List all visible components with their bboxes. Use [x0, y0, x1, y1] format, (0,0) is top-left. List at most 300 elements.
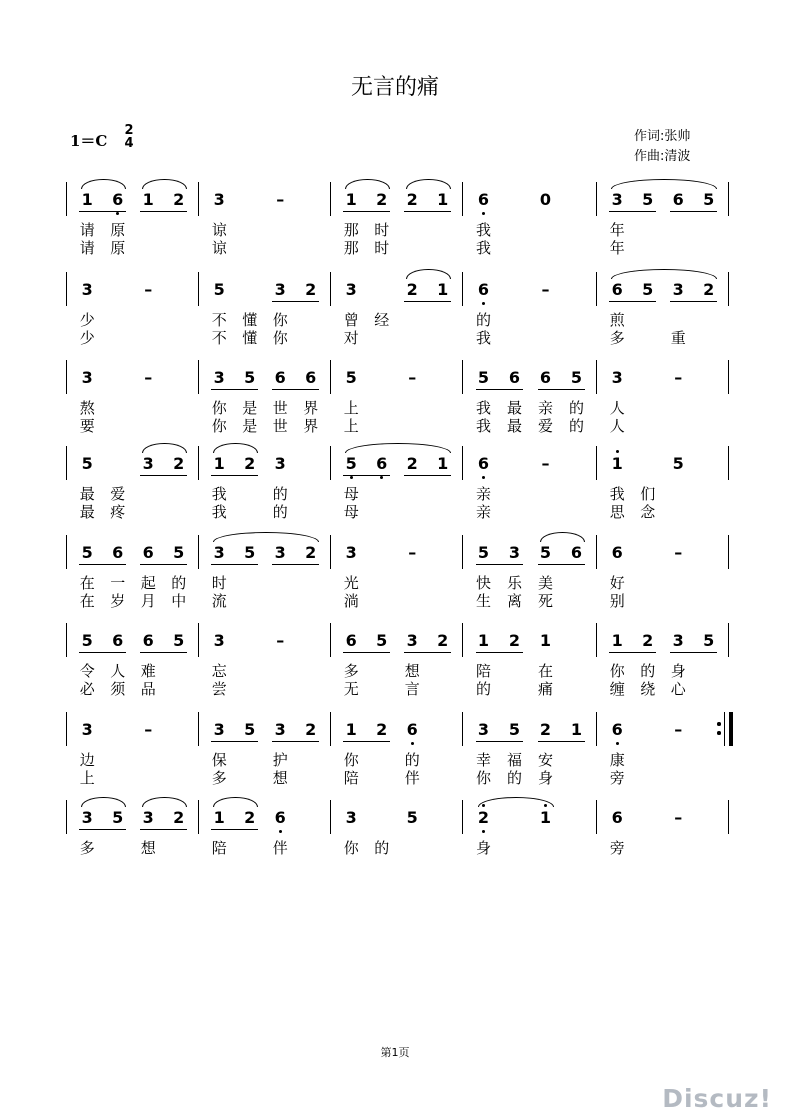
barline	[462, 446, 463, 480]
note-5: 5	[570, 368, 583, 387]
lyric-verse2: 身	[537, 769, 553, 787]
lyric-verse2: 我	[475, 329, 491, 347]
lyric-verse1: 的	[404, 751, 420, 769]
note-1: 1	[142, 190, 154, 209]
eighth-underline	[211, 741, 258, 742]
note-3: 3	[213, 543, 225, 562]
note-6: 6	[611, 280, 623, 299]
lyric-verse1: 我	[211, 485, 227, 503]
barline	[198, 360, 199, 394]
lyric-verse1: 经	[374, 311, 390, 329]
lyric-verse2: 你	[211, 417, 227, 435]
note-3: 3	[81, 720, 93, 739]
dash-extension: –	[276, 631, 285, 650]
note-6: 6	[406, 720, 418, 739]
barline	[596, 535, 597, 569]
lyric-verse2: 你	[475, 769, 491, 787]
eighth-underline	[670, 301, 717, 302]
dash-extension: –	[541, 280, 550, 299]
note-3: 3	[81, 368, 93, 387]
lyric-verse2: 上	[343, 417, 359, 435]
eighth-underline	[538, 564, 585, 565]
note-5: 5	[477, 368, 490, 387]
note-3: 3	[142, 808, 154, 827]
barline	[596, 272, 597, 306]
barline	[462, 360, 463, 394]
octave-dot-below	[482, 830, 485, 833]
slur	[406, 269, 451, 279]
barline	[596, 360, 597, 394]
note-3: 3	[611, 368, 623, 387]
lyric-verse1: 令	[79, 662, 95, 680]
lyric-verse2: 中	[171, 592, 187, 610]
lyric-verse2: 的	[272, 503, 288, 521]
lyric-verse1: 的	[272, 485, 288, 503]
lyric-verse2: 最	[79, 503, 95, 521]
barline	[330, 535, 331, 569]
eighth-underline	[670, 652, 717, 653]
note-2: 2	[642, 631, 654, 650]
note-3: 3	[406, 631, 418, 650]
lyric-verse1: 护	[272, 751, 288, 769]
note-5: 5	[244, 720, 256, 739]
lyric-verse2: 流	[211, 592, 227, 610]
note-6: 6	[477, 454, 490, 473]
note-5: 5	[642, 190, 654, 209]
note-6: 6	[345, 631, 357, 650]
dash-extension: –	[408, 543, 417, 562]
note-5: 5	[173, 631, 185, 650]
note-5: 5	[703, 631, 715, 650]
note-1: 1	[213, 808, 225, 827]
note-2: 2	[305, 543, 317, 562]
lyric-verse2: 言	[404, 680, 420, 698]
barline	[66, 535, 67, 569]
barline	[330, 712, 331, 746]
page-number: 第1页	[380, 1046, 410, 1059]
dash-extension: –	[541, 454, 550, 473]
note-6: 6	[611, 720, 623, 739]
barline	[728, 446, 729, 480]
barline	[330, 800, 331, 834]
note-1: 1	[437, 190, 449, 209]
lyric-verse1: 想	[404, 662, 420, 680]
note-5: 5	[244, 368, 256, 387]
lyric-verse1: 幸	[475, 751, 491, 769]
slur	[406, 179, 451, 189]
lyric-verse2: 念	[640, 503, 656, 521]
lyric-verse1: 的	[374, 839, 390, 857]
lyric-verse2: 不	[211, 329, 227, 347]
lyric-verse2: 我	[211, 503, 227, 521]
lyric-verse1: 人	[110, 662, 126, 680]
note-6: 6	[477, 280, 490, 299]
lyric-verse2: 离	[506, 592, 522, 610]
repeat-dot	[717, 731, 721, 735]
note-5: 5	[345, 368, 357, 387]
dash-extension: –	[144, 720, 153, 739]
note-5: 5	[539, 543, 552, 562]
note-3: 3	[477, 720, 490, 739]
slur	[345, 443, 451, 453]
barline	[462, 623, 463, 657]
note-5: 5	[703, 190, 715, 209]
lyric-verse1: 在	[79, 574, 95, 592]
slur	[611, 269, 717, 279]
lyric-verse1: 母	[343, 485, 359, 503]
note-6: 6	[112, 190, 124, 209]
note-1: 1	[437, 280, 449, 299]
barline	[728, 800, 729, 834]
barline	[596, 182, 597, 216]
lyric-verse2: 原	[110, 239, 126, 257]
lyric-verse2: 死	[537, 592, 553, 610]
slur	[81, 179, 126, 189]
barline	[66, 623, 67, 657]
lyric-verse2: 疼	[110, 503, 126, 521]
eighth-underline	[140, 211, 187, 212]
time-signature: 2 4	[124, 123, 134, 151]
lyric-verse1: 爱	[110, 485, 126, 503]
note-2: 2	[539, 720, 552, 739]
song-title: 无言的痛	[350, 75, 439, 100]
lyric-verse1: 不	[211, 311, 227, 329]
lyric-verse2: 重	[670, 329, 686, 347]
note-6: 6	[508, 368, 521, 387]
eighth-underline	[609, 301, 656, 302]
note-3: 3	[345, 808, 357, 827]
lyric-verse1: 我	[475, 221, 491, 239]
note-1: 1	[539, 808, 552, 827]
lyric-verse2: 痛	[537, 680, 553, 698]
eighth-underline	[140, 829, 187, 830]
lyric-verse1: 少	[79, 311, 95, 329]
barline	[330, 272, 331, 306]
barline	[728, 272, 729, 306]
barline	[728, 360, 729, 394]
note-6: 6	[570, 543, 583, 562]
lyric-verse1: 多	[79, 839, 95, 857]
barline	[596, 800, 597, 834]
credits	[634, 127, 690, 167]
note-5: 5	[672, 454, 684, 473]
octave-dot-below	[616, 742, 619, 745]
eighth-underline	[272, 301, 319, 302]
barline	[330, 623, 331, 657]
note-3: 3	[345, 543, 357, 562]
note-3: 3	[274, 280, 286, 299]
barline	[462, 800, 463, 834]
lyric-verse1: 伴	[272, 839, 288, 857]
eighth-underline	[538, 741, 585, 742]
lyric-verse1: 想	[140, 839, 156, 857]
lyric-verse1: 原	[110, 221, 126, 239]
octave-dot-above	[616, 450, 619, 453]
octave-dot-below	[411, 742, 414, 745]
note-2: 2	[173, 454, 185, 473]
lyric-verse1: 旁	[609, 839, 625, 857]
lyric-verse1: 美	[537, 574, 553, 592]
note-1: 1	[570, 720, 583, 739]
eighth-underline	[343, 211, 390, 212]
lyric-verse2: 上	[79, 769, 95, 787]
lyric-verse1: 起	[140, 574, 156, 592]
lyric-verse2: 你	[272, 329, 288, 347]
lyric-verse2: 心	[670, 680, 686, 698]
note-3: 3	[274, 543, 286, 562]
note-3: 3	[213, 368, 225, 387]
note-3: 3	[213, 190, 225, 209]
lyric-verse1: 们	[640, 485, 656, 503]
slur	[142, 797, 187, 807]
eighth-underline	[211, 475, 258, 476]
slur	[213, 443, 258, 453]
note-6: 6	[672, 190, 684, 209]
note-1: 1	[81, 190, 93, 209]
eighth-underline	[343, 475, 390, 476]
lyric-verse2: 年	[609, 239, 625, 257]
lyric-verse1: 是	[242, 399, 258, 417]
note-3: 3	[508, 543, 521, 562]
lyric-verse2: 人	[609, 417, 625, 435]
lyric-verse2: 我	[475, 239, 491, 257]
lyric-verse1: 时	[211, 574, 227, 592]
note-5: 5	[345, 454, 357, 473]
barline	[596, 712, 597, 746]
lyric-verse1: 人	[609, 399, 625, 417]
lyric-verse2: 多	[609, 329, 625, 347]
lyric-verse1: 懂	[242, 311, 258, 329]
eighth-underline	[609, 652, 656, 653]
barline	[66, 446, 67, 480]
key-signature: 1＝C	[70, 132, 108, 150]
note-1: 1	[213, 454, 225, 473]
octave-dot-below	[350, 476, 353, 479]
note-6: 6	[477, 190, 490, 209]
barline	[596, 446, 597, 480]
slur	[142, 443, 187, 453]
note-3: 3	[672, 631, 684, 650]
lyric-verse1: 你	[211, 399, 227, 417]
barline	[198, 623, 199, 657]
note-5: 5	[112, 808, 124, 827]
lyric-verse1: 最	[79, 485, 95, 503]
lyric-verse1: 身	[670, 662, 686, 680]
lyric-verse1: 谅	[211, 221, 227, 239]
note-3: 3	[142, 454, 154, 473]
note-1: 1	[611, 454, 623, 473]
eighth-underline	[79, 829, 126, 830]
lyric-verse1: 你	[343, 839, 359, 857]
eighth-underline	[272, 389, 319, 390]
slur	[478, 797, 554, 807]
lyric-verse1: 我	[609, 485, 625, 503]
note-3: 3	[274, 454, 286, 473]
note-2: 2	[173, 808, 185, 827]
note-5: 5	[173, 543, 185, 562]
barline	[66, 800, 67, 834]
lyric-verse1: 边	[79, 751, 95, 769]
lyric-verse2: 的	[568, 417, 584, 435]
dash-extension: –	[144, 368, 153, 387]
note-5: 5	[508, 720, 521, 739]
lyric-verse1: 快	[475, 574, 491, 592]
note-2: 2	[305, 280, 317, 299]
lyric-verse2: 伴	[404, 769, 420, 787]
lyric-verse2: 别	[609, 592, 625, 610]
lyric-verse1: 的	[640, 662, 656, 680]
note-5: 5	[81, 543, 93, 562]
eighth-underline	[211, 829, 258, 830]
note-5: 5	[213, 280, 225, 299]
lyric-verse2: 爱	[537, 417, 553, 435]
eighth-underline	[211, 389, 258, 390]
note-2: 2	[244, 808, 256, 827]
note-6: 6	[142, 543, 154, 562]
octave-dot-below	[482, 302, 485, 305]
lyric-verse1: 亲	[475, 485, 491, 503]
lyric-verse2: 要	[79, 417, 95, 435]
eighth-underline	[343, 652, 390, 653]
lyric-verse1: 年	[609, 221, 625, 239]
lyric-verse1: 乐	[506, 574, 522, 592]
lyric-verse1: 难	[140, 662, 156, 680]
lyric-verse1: 好	[609, 574, 625, 592]
lyric-verse2: 想	[272, 769, 288, 787]
note-1: 1	[437, 454, 449, 473]
barline	[66, 182, 67, 216]
octave-dot-below	[482, 476, 485, 479]
note-5: 5	[642, 280, 654, 299]
lyric-verse1: 上	[343, 399, 359, 417]
lyric-verse1: 亲	[537, 399, 553, 417]
lyric-verse2: 亲	[475, 503, 491, 521]
lyric-verse1: 你	[343, 751, 359, 769]
note-3: 3	[274, 720, 286, 739]
repeat-barline-thick	[729, 712, 733, 746]
note-6: 6	[112, 631, 124, 650]
note-6: 6	[611, 808, 623, 827]
lyric-verse1: 身	[475, 839, 491, 857]
lyric-verse2: 世	[272, 417, 288, 435]
lyric-verse2: 界	[303, 417, 319, 435]
lyric-verse2: 岁	[110, 592, 126, 610]
barline	[728, 535, 729, 569]
lyric-verse2: 尝	[211, 680, 227, 698]
dash-extension: –	[408, 368, 417, 387]
dash-extension: –	[674, 543, 683, 562]
lyric-verse1: 忘	[211, 662, 227, 680]
slur	[142, 179, 187, 189]
lyric-verse1: 的	[171, 574, 187, 592]
lyric-verse1: 光	[343, 574, 359, 592]
lyric-verse1: 请	[79, 221, 95, 239]
eighth-underline	[404, 475, 451, 476]
eighth-underline	[538, 389, 585, 390]
lyric-verse2: 母	[343, 503, 359, 521]
repeat-dot	[717, 722, 721, 726]
lyric-verse1: 最	[506, 399, 522, 417]
octave-dot-below	[116, 212, 119, 215]
note-1: 1	[345, 190, 357, 209]
eighth-underline	[140, 475, 187, 476]
eighth-underline	[140, 652, 187, 653]
note-3: 3	[611, 190, 623, 209]
barline	[330, 360, 331, 394]
note-2: 2	[437, 631, 449, 650]
eighth-underline	[272, 564, 319, 565]
composer: 作曲:清波	[634, 149, 691, 164]
note-3: 3	[213, 631, 225, 650]
slur	[213, 532, 319, 542]
lyric-verse1: 陪	[475, 662, 491, 680]
lyric-verse1: 煎	[609, 311, 625, 329]
lyric-verse1: 时	[374, 221, 390, 239]
eighth-underline	[79, 564, 126, 565]
note-2: 2	[508, 631, 521, 650]
note-2: 2	[703, 280, 715, 299]
note-1: 1	[345, 720, 357, 739]
eighth-underline	[404, 211, 451, 212]
lyric-verse1: 你	[272, 311, 288, 329]
lyric-verse1: 一	[110, 574, 126, 592]
note-6: 6	[112, 543, 124, 562]
note-5: 5	[477, 543, 490, 562]
note-6: 6	[539, 368, 552, 387]
note-6: 6	[142, 631, 154, 650]
eighth-underline	[140, 564, 187, 565]
barline	[198, 535, 199, 569]
lyric-verse1: 熬	[79, 399, 95, 417]
barline	[728, 182, 729, 216]
lyric-verse2: 那	[343, 239, 359, 257]
octave-dot-below	[482, 212, 485, 215]
barline	[728, 623, 729, 657]
lyric-verse2: 必	[79, 680, 95, 698]
eighth-underline	[476, 652, 523, 653]
lyric-verse1: 安	[537, 751, 553, 769]
note-2: 2	[305, 720, 317, 739]
lyric-verse2: 月	[140, 592, 156, 610]
lyric-verse2: 懂	[242, 329, 258, 347]
barline	[330, 182, 331, 216]
barline	[330, 446, 331, 480]
lyric-verse2: 我	[475, 417, 491, 435]
lyric-verse1: 保	[211, 751, 227, 769]
barline	[462, 712, 463, 746]
note-6: 6	[305, 368, 317, 387]
lyric-verse2: 的	[475, 680, 491, 698]
lyric-verse1: 曾	[343, 311, 359, 329]
eighth-underline	[211, 564, 258, 565]
barline	[198, 800, 199, 834]
lyric-verse2: 最	[506, 417, 522, 435]
note-1: 1	[539, 631, 552, 650]
lyric-verse2: 请	[79, 239, 95, 257]
note-3: 3	[672, 280, 684, 299]
lyric-verse2: 缠	[609, 680, 625, 698]
note-2: 2	[376, 190, 388, 209]
lyric-verse1: 世	[272, 399, 288, 417]
lyric-verse1: 你	[609, 662, 625, 680]
eighth-underline	[476, 389, 523, 390]
barline	[66, 712, 67, 746]
dash-extension: –	[144, 280, 153, 299]
note-3: 3	[213, 720, 225, 739]
slur	[540, 532, 585, 542]
lyric-verse2: 思	[609, 503, 625, 521]
eighth-underline	[404, 301, 451, 302]
